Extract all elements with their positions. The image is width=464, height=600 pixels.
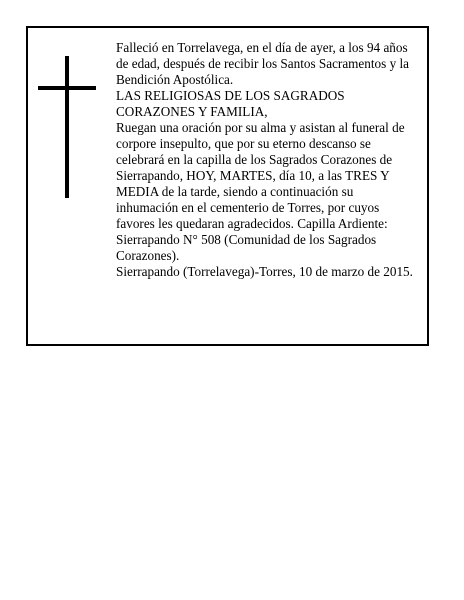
notice-line: de edad, después de recibir los Santos Sacramentos y la: [116, 56, 409, 71]
notice-line: celebrará en la capilla de los Sagrados Corazones de: [116, 152, 393, 167]
notice-line: MEDIA de la tarde, siendo a continuación su: [116, 184, 354, 199]
notice-line: Sierrapando N° 508 (Comunidad de los Sagrados: [116, 232, 377, 247]
notice-line: Falleció en Torrelavega, en el día de ayer, a los 94 años: [116, 40, 408, 55]
notice-line: Corazones).: [116, 248, 180, 263]
notice-line: inhumación en el cementerio de Torres, por cuyos: [116, 200, 380, 215]
notice-line: Bendición Apostólica.: [116, 72, 234, 87]
cross-horizontal-bar: [38, 86, 96, 90]
notice-signature-line: Sierrapando (Torrelavega)-Torres, 10 de marzo de 2015.: [116, 264, 413, 279]
notice-text: [116, 40, 426, 280]
cross-vertical-bar: [65, 56, 69, 198]
notice-heading-line: LAS RELIGIOSAS DE LOS SAGRADOS: [116, 88, 345, 103]
death-notice: [26, 26, 429, 346]
notice-line: Ruegan una oración por su alma y asistan al funeral de: [116, 120, 405, 135]
notice-heading-line: CORAZONES Y FAMILIA,: [116, 104, 268, 119]
notice-line: Sierrapando, HOY, MARTES, día 10, a las TRES Y: [116, 168, 390, 183]
notice-line: corpore insepulto, que por su eterno descanso se: [116, 136, 371, 151]
notice-line: favores les quedaran agradecidos. Capilla Ardiente:: [116, 216, 388, 231]
cross-icon: [38, 56, 96, 198]
